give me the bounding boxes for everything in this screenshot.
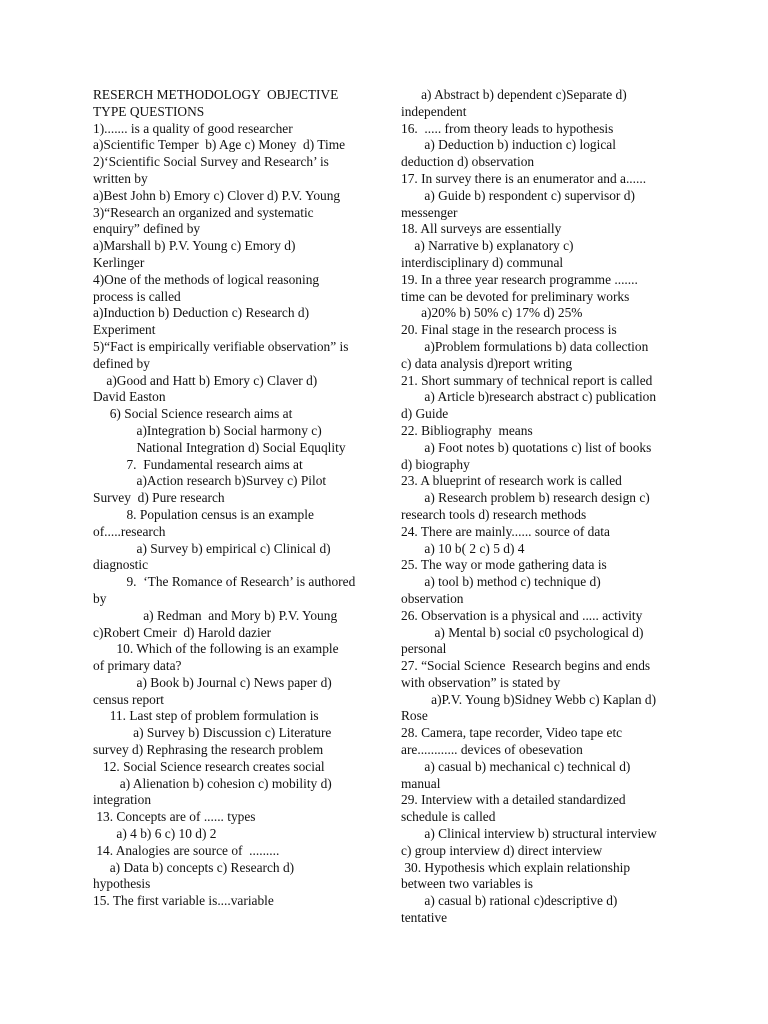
text-line: 7. Fundamental research aims at bbox=[93, 456, 303, 472]
text-line: with observation” is stated by bbox=[401, 674, 561, 690]
text-line: 21. Short summary of technical report is called bbox=[401, 372, 653, 388]
text-line: 17. In survey there is an enumerator and a...... bbox=[401, 170, 647, 186]
text-line: interdisciplinary d) communal bbox=[401, 254, 564, 270]
text-line: a) Redman and Mory b) P.V. Young bbox=[93, 607, 338, 623]
text-line: National Integration d) Social Equqlity bbox=[93, 439, 346, 455]
text-line: 30. Hypothesis which explain relationship bbox=[401, 859, 631, 875]
text-line: research tools d) research methods bbox=[401, 506, 587, 522]
text-line: 4)One of the methods of logical reasoning bbox=[93, 271, 320, 287]
text-line: 27. “Social Science Research begins and ends bbox=[401, 658, 651, 674]
text-line: a)Action research b)Survey c) Pilot bbox=[93, 473, 327, 489]
text-line: process is called bbox=[93, 288, 181, 304]
text-line: a)Induction b) Deduction c) Research d) bbox=[93, 305, 310, 321]
text-line: 11. Last step of problem formulation is bbox=[93, 708, 319, 724]
text-line: 10. Which of the following is an example bbox=[93, 641, 339, 657]
text-line: 23. A blueprint of research work is called bbox=[401, 473, 622, 489]
text-line: deduction d) observation bbox=[401, 154, 535, 170]
text-line: defined by bbox=[93, 355, 150, 371]
text-line: a) Survey b) Discussion c) Literature bbox=[93, 725, 332, 741]
text-line: 15. The first variable is....variable bbox=[93, 893, 274, 909]
text-line: a) Narrative b) explanatory c) bbox=[401, 238, 574, 254]
text-line: a)Scientific Temper b) Age c) Money d) Time bbox=[93, 137, 346, 153]
text-line: schedule is called bbox=[401, 809, 496, 825]
text-line: a)P.V. Young b)Sidney Webb c) Kaplan d) bbox=[401, 691, 657, 707]
text-line: a) Survey b) empirical c) Clinical d) bbox=[93, 540, 331, 556]
text-line: 25. The way or mode gathering data is bbox=[401, 557, 607, 573]
text-line: c) data analysis d)report writing bbox=[401, 355, 573, 371]
text-line: a) casual b) mechanical c) technical d) bbox=[401, 758, 631, 774]
text-line: 9. ‘The Romance of Research’ is authored bbox=[93, 574, 356, 590]
text-line: a) Abstract b) dependent c)Separate d) bbox=[401, 87, 627, 102]
text-line: personal bbox=[401, 641, 447, 657]
text-line: a)Marshall b) P.V. Young c) Emory d) bbox=[93, 238, 296, 254]
text-line: Survey d) Pure research bbox=[93, 490, 225, 506]
text-line: a) Article b)research abstract c) publication bbox=[401, 389, 657, 405]
text-line: 5)“Fact is empirically verifiable observation” is bbox=[93, 338, 349, 354]
text-line: David Easton bbox=[93, 389, 166, 405]
text-line: 12. Social Science research creates social bbox=[93, 758, 325, 774]
text-line: hypothesis bbox=[93, 876, 151, 892]
text-line: a) 4 b) 6 c) 10 d) 2 bbox=[93, 826, 217, 842]
text-line: a) Clinical interview b) structural interview bbox=[401, 826, 657, 842]
text-line: integration bbox=[93, 792, 152, 808]
text-line: 28. Camera, tape recorder, Video tape etc bbox=[401, 725, 623, 741]
text-line: a) Data b) concepts c) Research d) bbox=[93, 859, 295, 875]
text-line: survey d) Rephrasing the research problem bbox=[93, 742, 324, 758]
text-line: d) biography bbox=[401, 456, 470, 472]
text-line: 3)“Research an organized and systematic bbox=[93, 204, 314, 220]
text-line: a) Research problem b) research design c) bbox=[401, 490, 650, 506]
text-line: 26. Observation is a physical and ..... activity bbox=[401, 607, 643, 623]
text-line: are............ devices of obesevation bbox=[401, 742, 583, 758]
text-line: time can be devoted for preliminary works bbox=[401, 288, 630, 304]
text-line: 1)....... is a quality of good researcher bbox=[93, 120, 293, 136]
text-line: independent bbox=[401, 103, 467, 119]
text-line: 13. Concepts are of ...... types bbox=[93, 809, 256, 825]
text-line: 19. In a three year research programme ....... bbox=[401, 271, 638, 287]
text-line: manual bbox=[401, 775, 441, 791]
text-line: 18. All surveys are essentially bbox=[401, 221, 562, 237]
text-line: c) group interview d) direct interview bbox=[401, 842, 603, 858]
text-line: 22. Bibliography means bbox=[401, 422, 533, 438]
text-line: messenger bbox=[401, 204, 458, 220]
text-line: a) casual b) rational c)descriptive d) bbox=[401, 893, 618, 909]
text-line: c)Robert Cmeir d) Harold dazier bbox=[93, 624, 272, 640]
text-line: by bbox=[93, 590, 107, 606]
text-line: a) Deduction b) induction c) logical bbox=[401, 137, 616, 153]
text-line: 8. Population census is an example bbox=[93, 506, 314, 522]
text-line: a) Guide b) respondent c) supervisor d) bbox=[401, 187, 635, 203]
text-line: a) Mental b) social c0 psychological d) bbox=[401, 624, 644, 640]
text-line: 2)‘Scientific Social Survey and Research’ is bbox=[93, 154, 329, 170]
text-line: a) Foot notes b) quotations c) list of books bbox=[401, 439, 652, 455]
text-line: a)Good and Hatt b) Emory c) Claver d) bbox=[93, 372, 318, 388]
text-line: written by bbox=[93, 170, 148, 186]
text-line: Experiment bbox=[93, 322, 156, 338]
text-line: Rose bbox=[401, 708, 428, 724]
text-line: a)Problem formulations b) data collection bbox=[401, 338, 649, 354]
text-line: TYPE QUESTIONS bbox=[93, 103, 205, 119]
text-line: observation bbox=[401, 590, 464, 606]
text-line: a)Best John b) Emory c) Clover d) P.V. Young bbox=[93, 187, 341, 203]
text-line: a) 10 b( 2 c) 5 d) 4 bbox=[401, 540, 525, 556]
text-line: a) Book b) Journal c) News paper d) bbox=[93, 674, 332, 690]
left-column bbox=[93, 87, 388, 910]
text-line: a) tool b) method c) technique d) bbox=[401, 574, 601, 590]
text-line: 14. Analogies are source of ......... bbox=[93, 842, 280, 858]
text-line: d) Guide bbox=[401, 406, 449, 422]
text-line: a)20% b) 50% c) 17% d) 25% bbox=[401, 305, 583, 321]
text-line: enquiry” defined by bbox=[93, 221, 201, 237]
text-line: a)Integration b) Social harmony c) bbox=[93, 422, 322, 438]
text-line: diagnostic bbox=[93, 557, 149, 573]
text-line: between two variables is bbox=[401, 876, 534, 892]
text-line: of.....research bbox=[93, 523, 166, 539]
right-column bbox=[401, 87, 701, 927]
text-line: Kerlinger bbox=[93, 254, 145, 270]
text-line: 20. Final stage in the research process is bbox=[401, 322, 617, 338]
text-line: 24. There are mainly...... source of data bbox=[401, 523, 610, 539]
text-line: 16. ..... from theory leads to hypothesis bbox=[401, 120, 614, 136]
text-line: 29. Interview with a detailed standardized bbox=[401, 792, 626, 808]
text-line: census report bbox=[93, 691, 165, 707]
text-line: 6) Social Science research aims at bbox=[93, 406, 293, 422]
text-line: a) Alienation b) cohesion c) mobility d) bbox=[93, 775, 332, 791]
text-line: tentative bbox=[401, 910, 448, 926]
text-line: RESERCH METHODOLOGY OBJECTIVE bbox=[93, 87, 339, 102]
text-line: of primary data? bbox=[93, 658, 182, 674]
